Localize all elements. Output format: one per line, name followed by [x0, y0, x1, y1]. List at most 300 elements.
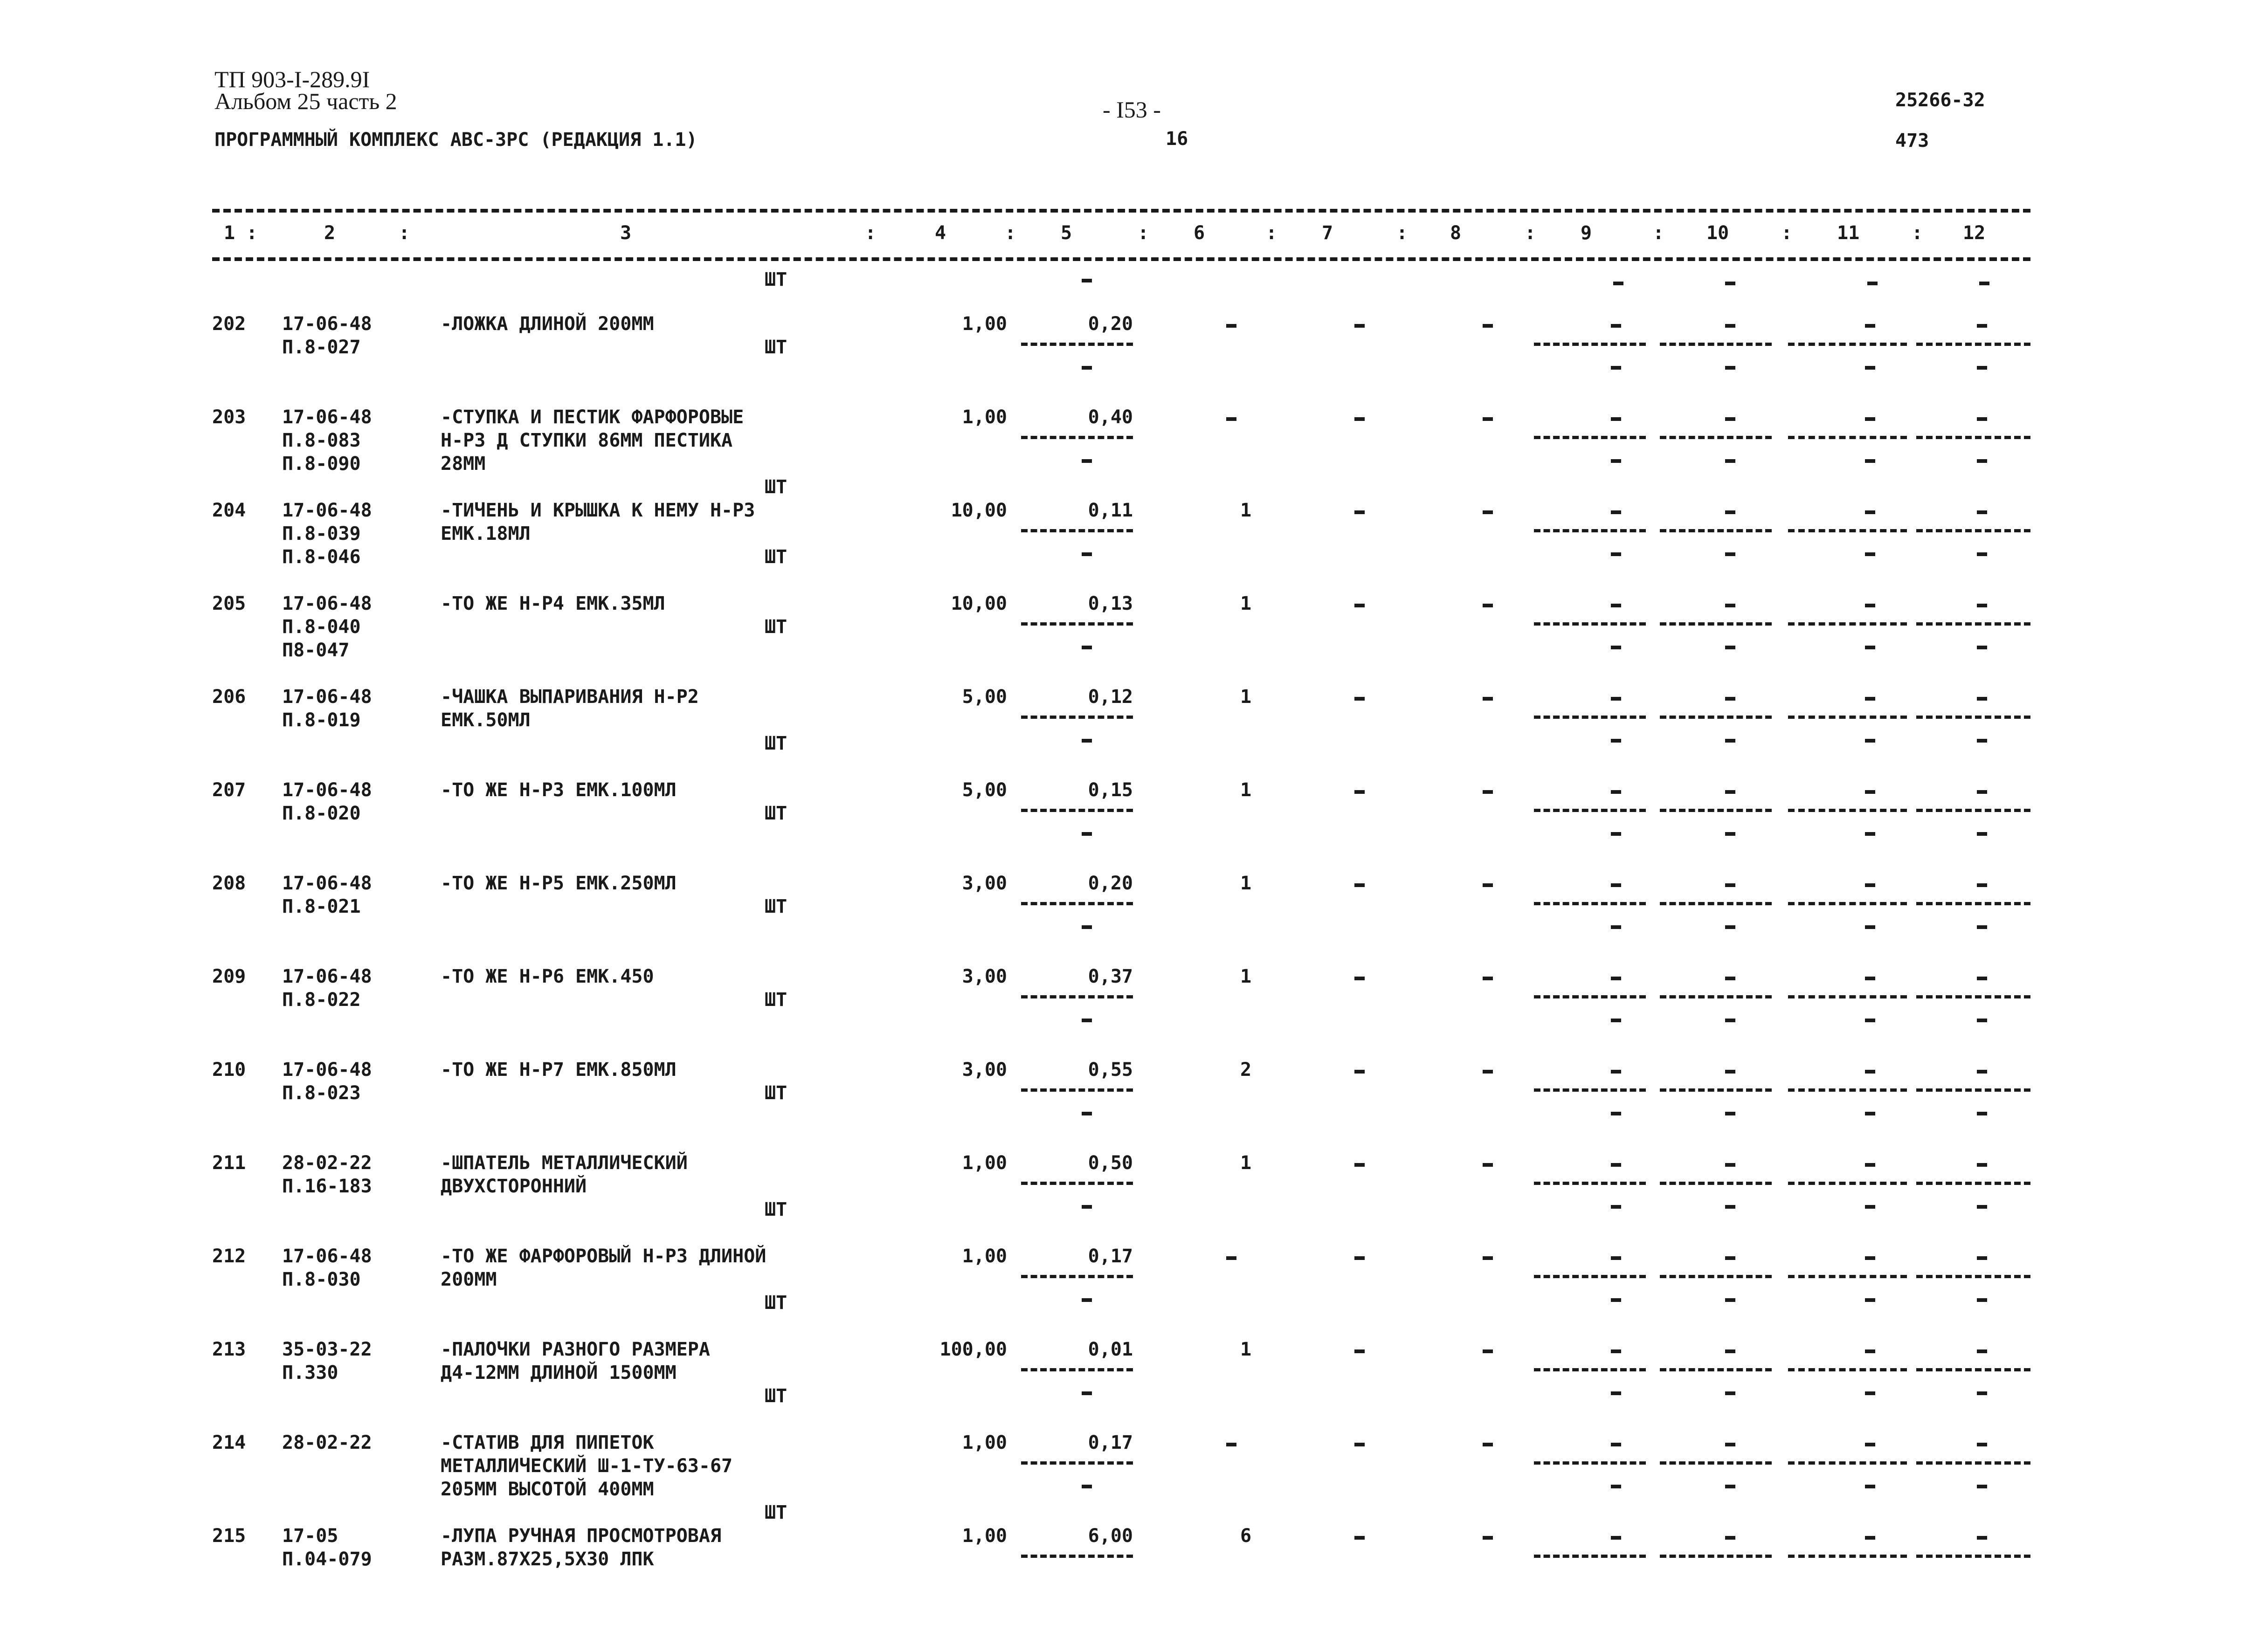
row-c9-12-mark — [1865, 790, 1875, 794]
row-c9-12-rule — [1534, 716, 1646, 719]
row-c9-12-total-mark — [1865, 1485, 1875, 1488]
row-code: 17-06-48 — [282, 593, 372, 614]
row-price-mark — [1082, 1205, 1092, 1209]
row-quantity: 3,00 — [962, 873, 1007, 894]
row-price: 0,13 — [1088, 593, 1133, 614]
row-c9-12-rule — [1916, 902, 2030, 905]
row-price-rule — [1021, 995, 1133, 998]
column-header: 11 — [1837, 222, 1860, 244]
row-number: 215 — [212, 1525, 246, 1547]
row-c7-mark — [1354, 1349, 1365, 1353]
row-c8-mark — [1483, 1163, 1493, 1167]
row-c9-12-rule — [1660, 1555, 1772, 1558]
row-unit: ШТ — [765, 733, 787, 754]
row-c9-12-rule — [1660, 436, 1772, 439]
row-c7-mark — [1354, 1443, 1365, 1446]
sheet-number: 473 — [1895, 130, 1929, 151]
row-reference: П.8-030 — [282, 1269, 361, 1290]
row-price: 0,15 — [1088, 779, 1133, 801]
row-c9-12-mark — [1865, 1536, 1875, 1540]
row-c9-12-total-mark — [1725, 1019, 1735, 1022]
row-price-mark — [1082, 1019, 1092, 1022]
row-c9-12-total-mark — [1725, 925, 1735, 929]
row-description: -СТАТИВ ДЛЯ ПИПЕТОК — [441, 1432, 654, 1453]
row-c9-12-rule — [1534, 343, 1646, 346]
row-c9-12-mark — [1725, 977, 1735, 980]
row-c8-mark — [1483, 883, 1493, 887]
row-description: -ТО ЖЕ Н-Р6 ЕМК.450 — [441, 966, 654, 987]
row-c9-12-mark — [1977, 604, 1987, 607]
column-header: : — [1653, 222, 1664, 244]
row-c9-12-rule — [1788, 1088, 1907, 1092]
row-c9-12-rule — [1534, 622, 1646, 626]
column-header: 7 — [1322, 222, 1333, 244]
row-price-rule — [1021, 343, 1133, 346]
row-price-mark — [1082, 366, 1092, 370]
row-c9-12-mark — [1611, 604, 1621, 607]
row-price: 0,50 — [1088, 1152, 1133, 1174]
row-description: 205ММ ВЫСОТОЙ 400ММ — [441, 1479, 654, 1500]
page-number: - I53 - — [1103, 96, 1161, 123]
row-unit: ШТ — [765, 1385, 787, 1407]
row-c9-12-total-mark — [1725, 1298, 1735, 1302]
row-description: -ЛУПА РУЧНАЯ ПРОСМОТРОВАЯ — [441, 1525, 722, 1547]
row-reference: П.330 — [282, 1362, 338, 1384]
column-header: 6 — [1194, 222, 1205, 244]
row-c8-mark — [1483, 790, 1493, 794]
row-c7-mark — [1354, 883, 1365, 887]
row-c9-12-rule — [1788, 1555, 1907, 1558]
column-header: 4 — [935, 222, 946, 244]
row-reference: П.16-183 — [282, 1176, 372, 1197]
row-price: 0,01 — [1088, 1339, 1133, 1360]
row-c9-12-total-mark — [1725, 739, 1735, 743]
row-c9-12-mark — [1977, 417, 1987, 421]
row-quantity: 1,00 — [962, 1152, 1007, 1174]
row-c9-12-rule — [1788, 622, 1907, 626]
row-c9-12-rule — [1788, 529, 1907, 532]
row-number: 213 — [212, 1339, 246, 1360]
row-reference: П.8-040 — [282, 616, 361, 638]
row-quantity: 5,00 — [962, 779, 1007, 801]
row-code: 35-03-22 — [282, 1339, 372, 1360]
row-price-mark — [1082, 1298, 1092, 1302]
row-c9-12-mark — [1977, 1443, 1987, 1446]
row-description: -ПАЛОЧКИ РАЗНОГО РАЗМЕРА — [441, 1339, 710, 1360]
row-price-rule — [1021, 529, 1133, 532]
row-c9-12-rule — [1916, 1555, 2030, 1558]
row-c9-12-mark — [1611, 1163, 1621, 1167]
column-header: : — [1525, 222, 1536, 244]
row-price: 0,20 — [1088, 873, 1133, 894]
row-c9-12-total-mark — [1611, 646, 1621, 649]
row-price: 0,17 — [1088, 1432, 1133, 1453]
row-c9-12-mark — [1865, 1256, 1875, 1260]
row-c9-12-mark — [1725, 417, 1735, 421]
row-c9-12-rule — [1788, 995, 1907, 998]
row-c9-12-rule — [1660, 902, 1772, 905]
row-price: 0,55 — [1088, 1059, 1133, 1081]
row-description: -ТО ЖЕ Н-Р7 ЕМК.850МЛ — [441, 1059, 677, 1081]
row-reference: П.8-046 — [282, 546, 361, 568]
row-unit: ШТ — [765, 1082, 787, 1104]
row-c9-12-mark — [1865, 697, 1875, 701]
row-unit: ШТ — [765, 476, 787, 498]
row-c9-12-rule — [1916, 995, 2030, 998]
row-c9-12-total-mark — [1611, 1485, 1621, 1488]
row-c7-mark — [1354, 1163, 1365, 1167]
column-header: 2 — [324, 222, 336, 244]
row-c6: 1 — [1240, 500, 1252, 521]
row-c9-12-mark — [1865, 510, 1875, 514]
row-c9-12-mark — [1865, 977, 1875, 980]
row-c9-12-mark — [1611, 324, 1621, 328]
column-header: : — [1266, 222, 1277, 244]
row-c9-12-mark — [1725, 697, 1735, 701]
column-header: 8 — [1450, 222, 1462, 244]
row-c9-12-rule — [1660, 622, 1772, 626]
column-header: : — [1005, 222, 1016, 244]
row-c9-12-mark — [1725, 604, 1735, 607]
row-c8-mark — [1483, 1256, 1493, 1260]
row-price-mark — [1082, 832, 1092, 836]
row-number: 203 — [212, 406, 246, 428]
row-c6: 1 — [1240, 593, 1252, 614]
row-c9-12-mark — [1977, 697, 1987, 701]
row-c9-12-total-mark — [1977, 1019, 1987, 1022]
row-c6: 1 — [1240, 686, 1252, 708]
column-header: 3 — [620, 222, 632, 244]
row-c9-12-total-mark — [1977, 1205, 1987, 1209]
row-c9-12-total-mark — [1725, 832, 1735, 836]
row-c9-12-total-mark — [1611, 832, 1621, 836]
row-c9-12-mark — [1725, 1163, 1735, 1167]
row-c9-12-rule — [1788, 809, 1907, 812]
row-price: 0,17 — [1088, 1246, 1133, 1267]
row-c6-mark — [1226, 1443, 1236, 1446]
row-c9-12-total-mark — [1977, 1112, 1987, 1115]
row-c9-12-rule — [1660, 1182, 1772, 1185]
row-c9-12-mark — [1977, 977, 1987, 980]
row-c9-12-mark — [1977, 790, 1987, 794]
row-c9-12-total-mark — [1977, 1485, 1987, 1488]
row-c7-mark — [1354, 417, 1365, 421]
row-unit: ШТ — [765, 546, 787, 568]
row-c9-12-rule — [1916, 1368, 2030, 1371]
column-header: : — [1396, 222, 1408, 244]
row-c9-12-rule — [1788, 902, 1907, 905]
carryover-c5-mark — [1082, 279, 1092, 282]
column-header: : — [1781, 222, 1793, 244]
row-quantity: 1,00 — [962, 1432, 1007, 1453]
row-c7-mark — [1354, 1070, 1365, 1074]
carryover-c10-mark — [1725, 282, 1735, 285]
row-c8-mark — [1483, 604, 1493, 607]
row-number: 204 — [212, 500, 246, 521]
row-c9-12-total-mark — [1611, 552, 1621, 556]
row-c9-12-total-mark — [1977, 832, 1987, 836]
row-c8-mark — [1483, 1070, 1493, 1074]
carryover-c9-mark — [1613, 282, 1623, 285]
row-c9-12-rule — [1660, 716, 1772, 719]
row-c9-12-rule — [1788, 1275, 1907, 1278]
row-number: 211 — [212, 1152, 246, 1174]
row-code: 28-02-22 — [282, 1152, 372, 1174]
row-number: 212 — [212, 1246, 246, 1267]
row-c8-mark — [1483, 510, 1493, 514]
row-quantity: 3,00 — [962, 1059, 1007, 1081]
row-c9-12-total-mark — [1977, 925, 1987, 929]
row-c9-12-rule — [1660, 1275, 1772, 1278]
row-description: -СТУПКА И ПЕСТИК ФАРФОРОВЫЕ — [441, 406, 744, 428]
program-title: ПРОГРАММНЫЙ КОМПЛЕКС АВС-3РС (РЕДАКЦИЯ 1.1) — [214, 129, 697, 151]
row-price-mark — [1082, 1485, 1092, 1488]
row-description: -ТО ЖЕ ФАРФОРОВЫЙ Н-Р3 ДЛИНОЙ — [441, 1246, 766, 1267]
row-c9-12-total-mark — [1865, 366, 1875, 370]
row-c9-12-rule — [1916, 1461, 2030, 1465]
row-c9-12-total-mark — [1725, 459, 1735, 463]
column-header: 5 — [1061, 222, 1072, 244]
row-price: 0,12 — [1088, 686, 1133, 708]
row-c9-12-rule — [1916, 716, 2030, 719]
row-c7-mark — [1354, 1536, 1365, 1540]
row-number: 202 — [212, 313, 246, 335]
row-c9-12-mark — [1865, 1163, 1875, 1167]
row-c6: 1 — [1240, 1152, 1252, 1174]
row-c9-12-mark — [1865, 1443, 1875, 1446]
row-reference: П.8-022 — [282, 989, 361, 1011]
row-reference: П8-047 — [282, 640, 350, 661]
row-c9-12-total-mark — [1865, 925, 1875, 929]
row-quantity: 1,00 — [962, 1525, 1007, 1547]
row-c9-12-mark — [1611, 1349, 1621, 1353]
row-c9-12-mark — [1865, 1349, 1875, 1353]
row-price: 0,40 — [1088, 406, 1133, 428]
row-number: 208 — [212, 873, 246, 894]
row-c9-12-mark — [1977, 1256, 1987, 1260]
row-number: 207 — [212, 779, 246, 801]
row-c8-mark — [1483, 417, 1493, 421]
row-c9-12-rule — [1916, 436, 2030, 439]
row-price-mark — [1082, 1391, 1092, 1395]
row-description: -ШПАТЕЛЬ МЕТАЛЛИЧЕСКИЙ — [441, 1152, 688, 1174]
row-c9-12-mark — [1977, 883, 1987, 887]
row-c6: 1 — [1240, 873, 1252, 894]
row-description: РАЗМ.87Х25,5Х30 ЛПК — [441, 1549, 654, 1570]
row-description: -ЧАШКА ВЫПАРИВАНИЯ Н-Р2 — [441, 686, 699, 708]
row-number: 206 — [212, 686, 246, 708]
row-c9-12-mark — [1611, 977, 1621, 980]
row-price-mark — [1082, 646, 1092, 649]
row-c9-12-total-mark — [1725, 646, 1735, 649]
row-quantity: 1,00 — [962, 313, 1007, 335]
column-header: 9 — [1581, 222, 1592, 244]
row-c9-12-total-mark — [1977, 366, 1987, 370]
row-c9-12-total-mark — [1725, 552, 1735, 556]
row-c9-12-mark — [1611, 883, 1621, 887]
row-c9-12-rule — [1660, 1461, 1772, 1465]
row-c9-12-total-mark — [1865, 459, 1875, 463]
row-description: -ТО ЖЕ Н-Р3 ЕМК.100МЛ — [441, 779, 677, 801]
row-c9-12-mark — [1611, 1536, 1621, 1540]
row-c9-12-rule — [1788, 343, 1907, 346]
row-c9-12-total-mark — [1977, 1298, 1987, 1302]
row-c9-12-total-mark — [1977, 646, 1987, 649]
row-code: 17-06-48 — [282, 966, 372, 987]
row-price: 0,11 — [1088, 500, 1133, 521]
row-code: 17-05 — [282, 1525, 338, 1547]
row-unit: ШТ — [765, 1292, 787, 1314]
row-c9-12-rule — [1788, 1461, 1907, 1465]
row-c9-12-total-mark — [1611, 739, 1621, 743]
row-quantity: 5,00 — [962, 686, 1007, 708]
row-c9-12-rule — [1660, 529, 1772, 532]
row-c7-mark — [1354, 604, 1365, 607]
row-c6-mark — [1226, 1256, 1236, 1260]
row-price-rule — [1021, 1088, 1133, 1092]
row-c9-12-rule — [1534, 1275, 1646, 1278]
row-c7-mark — [1354, 510, 1365, 514]
row-reference: П.8-021 — [282, 896, 361, 917]
row-unit: ШТ — [765, 989, 787, 1011]
row-code: 17-06-48 — [282, 1059, 372, 1081]
row-c8-mark — [1483, 1349, 1493, 1353]
row-c7-mark — [1354, 977, 1365, 980]
row-c9-12-total-mark — [1865, 552, 1875, 556]
row-c9-12-total-mark — [1977, 552, 1987, 556]
row-c9-12-rule — [1788, 716, 1907, 719]
row-c7-mark — [1354, 1256, 1365, 1260]
row-c8-mark — [1483, 1443, 1493, 1446]
row-c7-mark — [1354, 324, 1365, 328]
row-c9-12-rule — [1534, 1555, 1646, 1558]
row-c9-12-rule — [1916, 1088, 2030, 1092]
row-reference: П.8-083 — [282, 430, 361, 451]
row-number: 210 — [212, 1059, 246, 1081]
row-c9-12-total-mark — [1865, 739, 1875, 743]
row-c7-mark — [1354, 697, 1365, 701]
row-c9-12-rule — [1660, 1368, 1772, 1371]
row-c9-12-total-mark — [1865, 646, 1875, 649]
row-c9-12-mark — [1611, 790, 1621, 794]
row-c9-12-mark — [1611, 697, 1621, 701]
row-price-mark — [1082, 739, 1092, 743]
row-c7-mark — [1354, 790, 1365, 794]
row-quantity: 3,00 — [962, 966, 1007, 987]
row-description: -ТО ЖЕ Н-Р4 ЕМК.35МЛ — [441, 593, 665, 614]
row-reference: П.8-090 — [282, 453, 361, 475]
row-c9-12-rule — [1534, 809, 1646, 812]
row-quantity: 10,00 — [951, 500, 1007, 521]
row-c9-12-rule — [1534, 1182, 1646, 1185]
row-price-rule — [1021, 716, 1133, 719]
row-c9-12-rule — [1534, 1368, 1646, 1371]
row-c9-12-mark — [1611, 1070, 1621, 1074]
row-c9-12-total-mark — [1611, 925, 1621, 929]
row-c9-12-mark — [1725, 790, 1735, 794]
row-c9-12-mark — [1611, 1443, 1621, 1446]
row-c9-12-mark — [1725, 1443, 1735, 1446]
row-unit: ШТ — [765, 896, 787, 917]
row-quantity: 1,00 — [962, 406, 1007, 428]
row-c9-12-rule — [1916, 1275, 2030, 1278]
row-c9-12-rule — [1534, 1461, 1646, 1465]
row-code: 17-06-48 — [282, 686, 372, 708]
row-number: 205 — [212, 593, 246, 614]
row-c6: 2 — [1240, 1059, 1252, 1081]
row-c8-mark — [1483, 324, 1493, 328]
table-top-rule — [212, 209, 2030, 213]
row-price-rule — [1021, 1182, 1133, 1185]
row-reference: П.8-039 — [282, 523, 361, 544]
column-header: : — [399, 222, 410, 244]
row-unit: ШТ — [765, 1502, 787, 1523]
row-c9-12-total-mark — [1977, 459, 1987, 463]
row-c9-12-rule — [1660, 995, 1772, 998]
column-header: : — [1912, 222, 1923, 244]
row-price-rule — [1021, 1368, 1133, 1371]
row-quantity: 10,00 — [951, 593, 1007, 614]
row-c9-12-total-mark — [1611, 1205, 1621, 1209]
row-c9-12-rule — [1916, 622, 2030, 626]
row-c9-12-total-mark — [1611, 1019, 1621, 1022]
row-description: -ТИЧЕНЬ И КРЫШКА К НЕМУ Н-Р3 — [441, 500, 755, 521]
row-price-mark — [1082, 552, 1092, 556]
row-quantity: 1,00 — [962, 1246, 1007, 1267]
row-c8-mark — [1483, 697, 1493, 701]
row-c9-12-mark — [1977, 1536, 1987, 1540]
row-c6: 1 — [1240, 1339, 1252, 1360]
row-c9-12-rule — [1534, 529, 1646, 532]
row-code: 17-06-48 — [282, 313, 372, 335]
row-c9-12-rule — [1660, 1088, 1772, 1092]
row-c9-12-mark — [1725, 883, 1735, 887]
row-c9-12-rule — [1916, 809, 2030, 812]
row-c9-12-total-mark — [1611, 366, 1621, 370]
row-code: 17-06-48 — [282, 779, 372, 801]
row-c9-12-total-mark — [1865, 832, 1875, 836]
row-c9-12-mark — [1725, 510, 1735, 514]
row-c9-12-mark — [1977, 324, 1987, 328]
column-header: 1 : — [224, 222, 258, 244]
row-c9-12-total-mark — [1725, 1485, 1735, 1488]
row-description: ЕМК.18МЛ — [441, 523, 531, 544]
row-code: 17-06-48 — [282, 500, 372, 521]
row-c9-12-mark — [1611, 1256, 1621, 1260]
row-c6-mark — [1226, 324, 1236, 328]
row-c9-12-rule — [1534, 1088, 1646, 1092]
row-c9-12-total-mark — [1865, 1298, 1875, 1302]
row-c9-12-mark — [1865, 604, 1875, 607]
table-header-rule — [212, 257, 2030, 261]
row-price: 0,37 — [1088, 966, 1133, 987]
row-price-rule — [1021, 622, 1133, 626]
row-c9-12-rule — [1916, 343, 2030, 346]
document-code: ТП 903-I-289.9I — [214, 66, 370, 92]
row-reference: П.8-019 — [282, 709, 361, 731]
column-header: : — [1138, 222, 1149, 244]
row-c9-12-mark — [1611, 510, 1621, 514]
row-c9-12-total-mark — [1611, 459, 1621, 463]
row-c8-mark — [1483, 1536, 1493, 1540]
row-price-mark — [1082, 1112, 1092, 1115]
row-quantity: 100,00 — [939, 1339, 1007, 1360]
row-price-rule — [1021, 1461, 1133, 1465]
row-c9-12-total-mark — [1725, 1112, 1735, 1115]
row-c9-12-rule — [1534, 995, 1646, 998]
row-description: Д4-12ММ ДЛИНОЙ 1500ММ — [441, 1362, 677, 1384]
row-price-rule — [1021, 1275, 1133, 1278]
